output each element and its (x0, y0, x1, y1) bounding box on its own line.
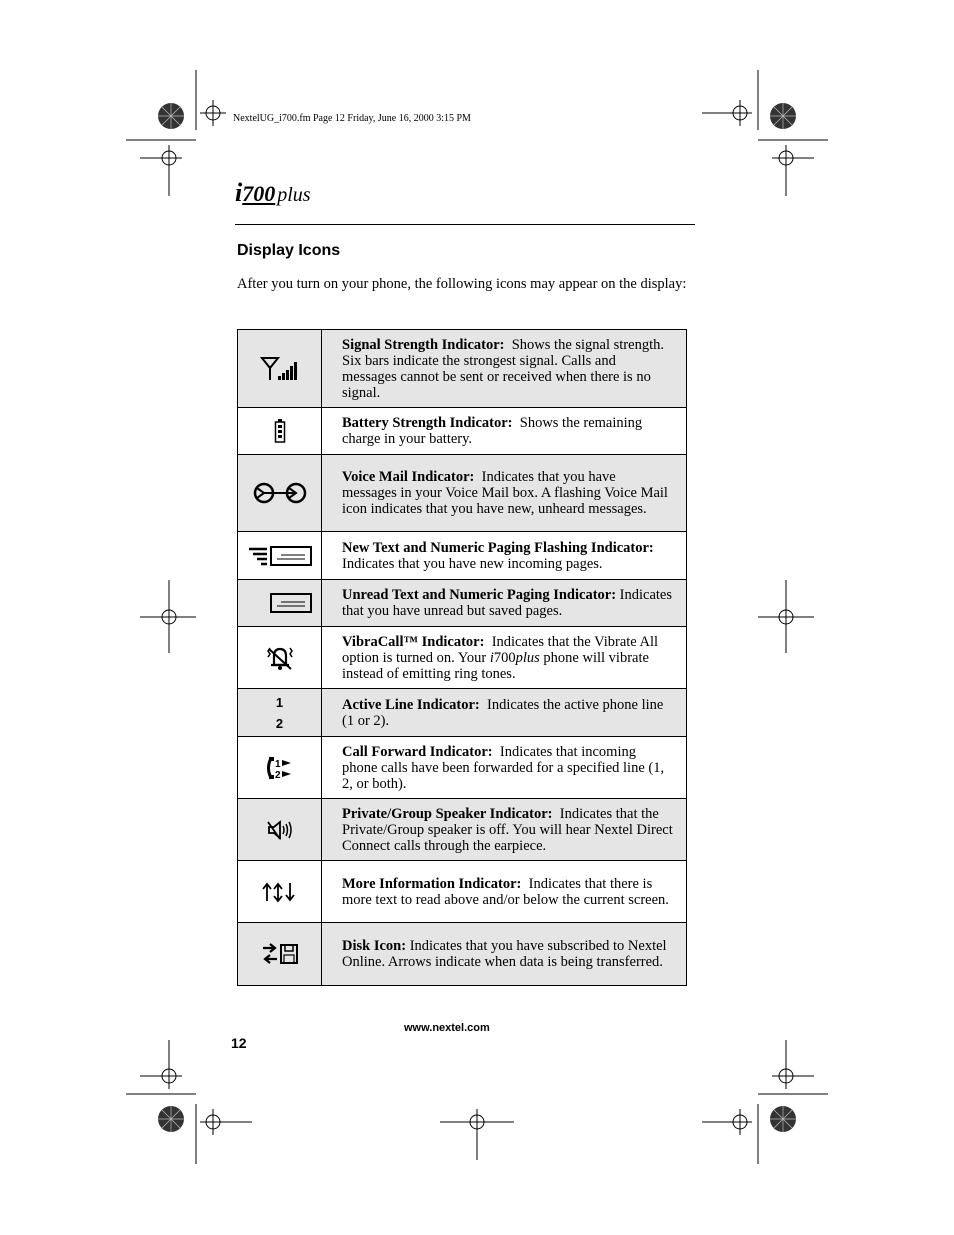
line-1-label: 1 (275, 694, 284, 710)
row-text: Indicates that you have new incoming pages. (342, 555, 603, 572)
description-cell (322, 330, 687, 408)
row-title: More Information Indicator: (342, 875, 522, 892)
row-text: Indicates that you have messages in your Voice Mail box. A flashing Voice Mail icon indicates that you have new, unheard messages. (342, 469, 668, 517)
header-rule (235, 224, 695, 225)
table-row (238, 455, 687, 532)
table-row (238, 923, 687, 986)
icon-cell (238, 408, 322, 455)
icon-cell (238, 737, 322, 799)
description-cell (322, 580, 687, 627)
row-title: Unread Text and Numeric Paging Indicator: (342, 587, 617, 603)
intro-paragraph: After you turn on your phone, the following icons may appear on the display: (237, 276, 687, 292)
row-text: Indicates that you have unread but saved pages. (342, 587, 673, 619)
more-info-arrows-icon (262, 881, 298, 903)
logo-plus: plus (277, 184, 311, 206)
description-cell (322, 532, 687, 580)
svg-text:2: 2 (274, 769, 281, 781)
row-title: Signal Strength Indicator: (342, 336, 505, 353)
table-row (238, 627, 687, 689)
line-2-label: 2 (275, 715, 284, 731)
page-number: 12 (231, 1035, 247, 1051)
icon-cell (238, 532, 322, 580)
row-text-num: 700 (493, 649, 516, 666)
table-row (238, 861, 687, 923)
svg-text:1: 1 (274, 758, 281, 770)
description-cell (322, 923, 687, 986)
row-text: Indicates the active phone line (1 or 2). (342, 696, 664, 729)
description-cell (322, 408, 687, 455)
description-cell (322, 737, 687, 799)
icon-cell (238, 689, 322, 737)
icon-cell (238, 455, 322, 532)
row-text-a: Indicates that the Vibrate All option is turned on. Your (342, 633, 659, 666)
table-row (238, 532, 687, 580)
table-row (238, 689, 687, 737)
row-title: Call Forward Indicator: (342, 743, 493, 760)
description-cell (322, 627, 687, 689)
vibracall-icon (266, 645, 294, 671)
table-row (238, 408, 687, 455)
call-forward-icon (265, 755, 295, 781)
speaker-off-icon (267, 819, 293, 841)
row-title: Private/Group Speaker Indicator: (342, 805, 553, 822)
table-row (238, 330, 687, 408)
icon-cell (238, 923, 322, 986)
display-icons-table (237, 329, 687, 986)
row-title: VibraCall™ Indicator: (342, 633, 485, 650)
icon-cell (238, 799, 322, 861)
voice-mail-icon (253, 482, 307, 504)
icon-cell (238, 580, 322, 627)
row-text: Indicates that incoming phone calls have been forwarded for a specified line (1, 2, or both). (342, 743, 665, 792)
logo-number: 700 (242, 181, 276, 206)
row-text: Shows the remaining charge in your battery. (342, 415, 643, 447)
icon-cell (238, 330, 322, 408)
row-text: Indicates that you have subscribed to Nextel Online. Arrows indicate when data is being transferred. (342, 938, 667, 970)
row-title: Disk Icon: (342, 938, 407, 954)
row-text-b: phone will vibrate instead of emitting ring tones. (342, 649, 649, 682)
row-title: Battery Strength Indicator: (342, 415, 513, 431)
footer-url: www.nextel.com (404, 1022, 490, 1034)
disk-icon (261, 943, 299, 965)
row-text: Indicates that the Private/Group speaker is off. You will hear Nextel Direct Connect calls through the earpiece. (342, 805, 673, 854)
icon-cell (238, 861, 322, 923)
description-cell (322, 799, 687, 861)
row-title: Voice Mail Indicator: (342, 469, 475, 485)
row-text-plus: plus (515, 649, 540, 666)
description-cell (322, 689, 687, 737)
table-row (238, 737, 687, 799)
row-title: New Text and Numeric Paging Flashing Indicator: (342, 539, 654, 556)
product-logo (235, 178, 311, 208)
table-row (238, 580, 687, 627)
section-title: Display Icons (237, 242, 341, 259)
signal-strength-icon (260, 356, 300, 382)
row-text: Indicates that there is more text to read above and/or below the current screen. (342, 875, 669, 908)
logo-i: i (235, 178, 243, 207)
description-cell (322, 455, 687, 532)
row-text-i: i (489, 649, 494, 666)
icon-cell (238, 627, 322, 689)
table-row (238, 799, 687, 861)
unread-page-icon (247, 592, 313, 614)
row-text: Shows the signal strength. Six bars indicate the strongest signal. Calls and messages cannot be sent or received when there is no signal. (342, 336, 664, 401)
new-page-icon (247, 545, 313, 567)
file-header: NextelUG_i700.fm Page 12 Friday, June 16, 2000 3:15 PM (233, 113, 471, 124)
active-line-icon (238, 692, 321, 734)
battery-icon (274, 419, 286, 443)
row-title: Active Line Indicator: (342, 696, 480, 713)
description-cell (322, 861, 687, 923)
